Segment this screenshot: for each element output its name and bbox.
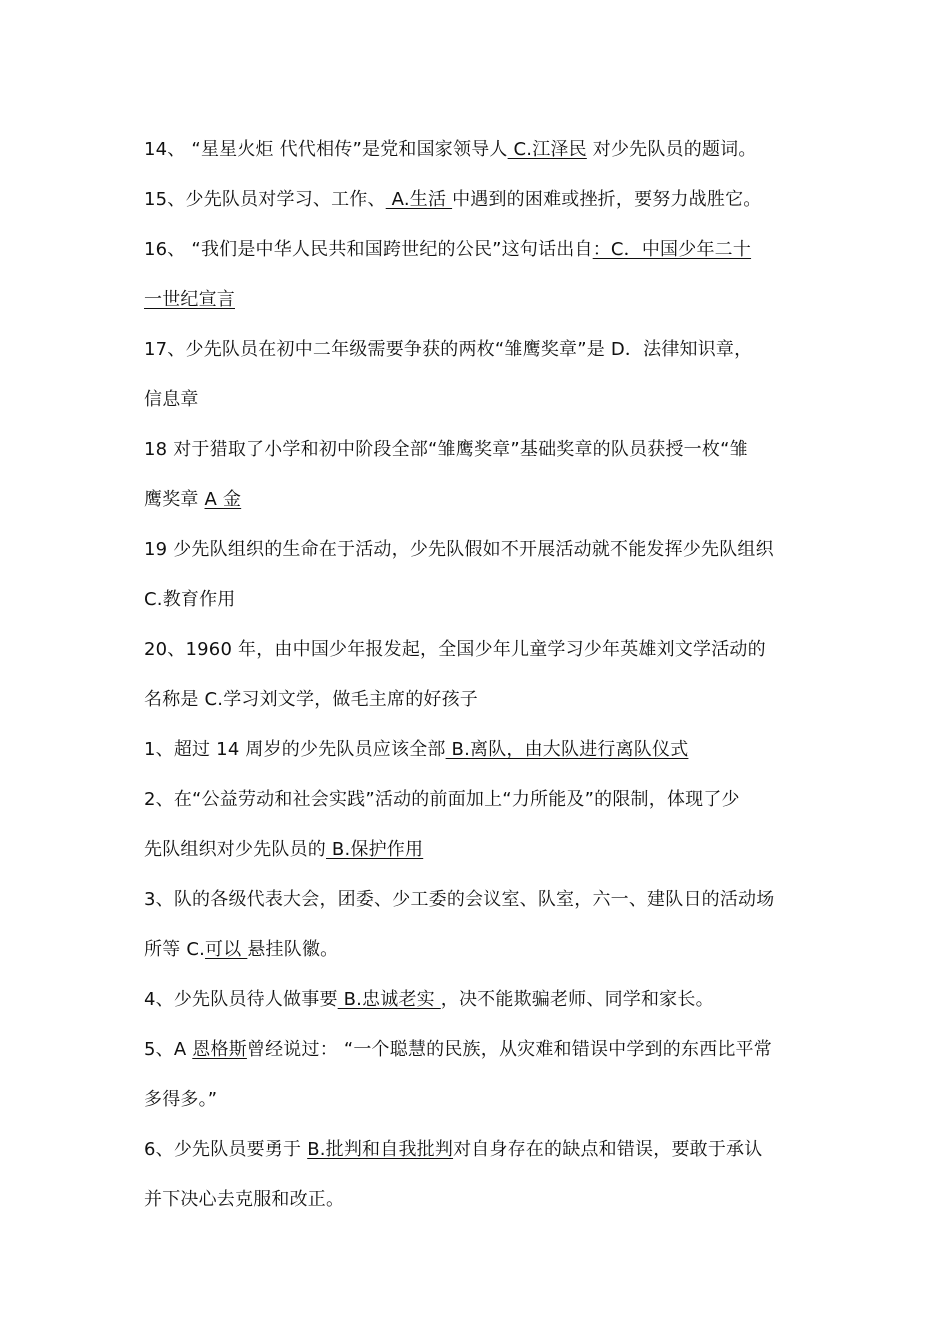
answer-underline: B.忠诚老实 [337,989,441,1010]
document-body [144,130,824,1230]
text-line: 名称是 C.学习刘文学，做毛主席的好孩子 [144,689,479,710]
text-line: 信息章 [144,389,199,410]
answer-underline: 一世纪宣言 [144,289,235,310]
text-line: 所等 C.可以 悬挂队徽。 [144,939,339,960]
text-line: 并下决心去克服和改正。 [144,1189,345,1210]
text-line: 16、 “我们是中华人民共和国跨世纪的公民”这句话出自：C．中国少年二十 [144,239,752,260]
text-line: C.教育作用 [144,589,236,610]
answer-underline: ：C．中国少年二十 [592,239,752,260]
answer-underline: 恩格斯 [192,1039,247,1060]
text-line: 1、超过 14 周岁的少先队员应该全部 B.离队，由大队进行离队仪式 [144,739,689,760]
answer-underline: A 金 [204,489,242,510]
text-line: 3、队的各级代表大会，团委、少工委的会议室、队室，六一、建队日的活动场 [144,889,775,910]
text-line: 鹰奖章 A 金 [144,489,242,510]
text-line: 6、少先队员要勇于 B.批判和自我批判对自身存在的缺点和错误，要敢于承认 [144,1139,763,1160]
text-line: 17、少先队员在初中二年级需要争获的两枚“雏鹰奖章”是 D．法律知识章， [144,339,753,360]
text-line: 多得多。” [144,1089,218,1110]
text-line: 18 对于猎取了小学和初中阶段全部“雏鹰奖章”基础奖章的队员获授一枚“雏 [144,439,748,460]
text-line: 5、A 恩格斯曾经说过： “一个聪慧的民族，从灾难和错误中学到的东西比平常 [144,1039,772,1060]
text-line: 14、 “星星火炬 代代相传”是党和国家领导人 C.江泽民 对少先队员的题词。 [144,139,757,160]
text-line: 先队组织对少先队员的 B.保护作用 [144,839,424,860]
text-line: 20、1960 年，由中国少年报发起，全国少年儿童学习少年英雄刘文学活动的 [144,639,766,660]
answer-underline: B.保护作用 [326,839,424,860]
text-line: 4、少先队员待人做事要 B.忠诚老实 ，决不能欺骗老师、同学和家长。 [144,989,714,1010]
answer-underline: 可以 [205,939,248,960]
text-line: 15、少先队员对学习、工作、 A.生活 中遇到的困难或挫折，要努力战胜它。 [144,189,762,210]
answer-underline: C.江泽民 [507,139,587,160]
text-line: 2、在“公益劳动和社会实践”活动的前面加上“力所能及”的限制，体现了少 [144,789,740,810]
answer-underline: A.生活 [385,189,453,210]
text-line: 19 少先队组织的生命在于活动，少先队假如不开展活动就不能发挥少先队组织 [144,539,774,560]
answer-underline: B.离队，由大队进行离队仪式 [445,739,689,760]
answer-underline: B.批判和自我批判 [307,1139,454,1160]
text-line [144,280,824,330]
